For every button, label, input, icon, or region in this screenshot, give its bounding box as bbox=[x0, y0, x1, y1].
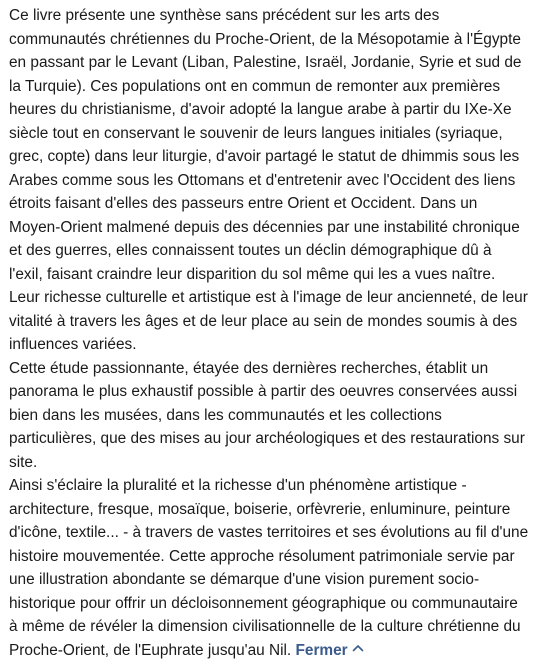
description-paragraph-3 bbox=[9, 474, 529, 662]
description-paragraph-3-text: Ainsi s'éclaire la pluralité et la richesse d'un phénomène artistique - architecture, fresque, mosaïque, boiserie, orfèvrerie, enluminure, peinture d'icône, textile... - à travers de vastes territoires et ses évolutions au fil d'une histoire mouvementée. Cette approche résolument patrimoniale servie par une illustration abondante se démarque d'une vision purement socio-historique pour offrir un décloisonnement géographique ou communautaire à même de révéler la dimension civilisationnelle de la culture chrétienne du Proche-Orient, de l'Euphrate jusqu'au Nil. bbox=[9, 477, 529, 659]
chevron-up-icon bbox=[352, 642, 364, 654]
close-description-link[interactable] bbox=[295, 642, 363, 659]
book-description bbox=[9, 4, 529, 662]
close-label: Fermer bbox=[295, 641, 348, 659]
description-paragraph-1: Ce livre présente une synthèse sans précédent sur les arts des communautés chrétiennes du Proche-Orient, de la Mésopotamie à l'Égypte en passant par le Levant (Liban, Palestine, Israël, Jordanie, Syrie et sud de la Turquie). Ces populations ont en commun de remonter aux premières heures du christianisme, d'avoir adopté la langue arabe à partir du IXe-Xe siècle tout en conservant le souvenir de leurs langues initiales (syriaque, grec, copte) dans leur liturgie, d'avoir partagé le statut de dhimmis sous les Arabes comme sous les Ottomans et d'entretenir avec l'Occident des liens étroits faisant d'elles des passeurs entre Orient et Occident. Dans un Moyen-Orient malmené depuis des décennies par une instabilité chronique et des guerres, elles connaissent toutes un déclin démographique dû à l'exil, faisant craindre leur disparition du sol même qui les a vues naître. Leur richesse culturelle et artistique est à l'image de leur ancienneté, de leur vitalité à travers les âges et de leur place au sein de mondes soumis à des influences variées. bbox=[9, 7, 528, 353]
description-paragraph-2: Cette étude passionnante, étayée des dernières recherches, établit un panorama le plus exhaustif possible à partir des oeuvres conservées aussi bien dans les musées, dans les communautés et les collections particulières, que des mises au jour archéologiques et des restaurations sur site. bbox=[9, 359, 525, 471]
